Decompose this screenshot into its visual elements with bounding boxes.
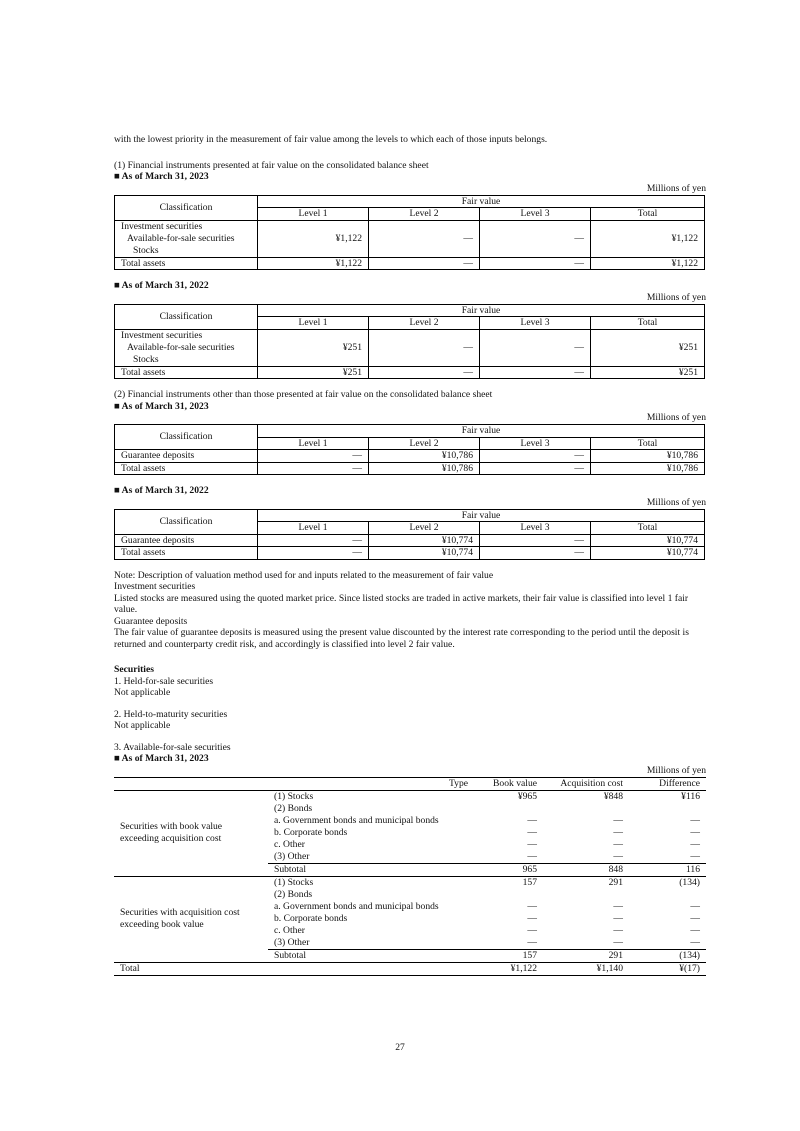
acquisition-cost-cell: —	[613, 912, 623, 924]
note-investment-title: Investment securities	[114, 581, 196, 592]
level2-value: ¥10,786	[369, 462, 480, 475]
difference-cell: —	[690, 900, 700, 912]
valuation-note	[114, 570, 706, 651]
type-cell: a. Government bonds and municipal bonds	[274, 900, 439, 912]
book-value-cell: —	[527, 814, 537, 826]
acquisition-cost-cell: —	[613, 936, 623, 948]
level1-value: ¥1,122	[258, 220, 369, 257]
book-value-cell	[478, 889, 543, 901]
level2-value: —	[369, 329, 480, 366]
fv-table-3-date: ■ As of March 31, 2023	[114, 400, 209, 412]
type-cell: c. Other	[274, 924, 305, 936]
acquisition-cost-cell	[543, 803, 629, 815]
book-value-cell: —	[527, 900, 537, 912]
type-cell: (1) Stocks	[274, 790, 314, 802]
level2-header: Level 2	[369, 522, 480, 535]
fv-table-4	[114, 509, 705, 560]
level1-value: ¥251	[258, 366, 369, 379]
level1-value: —	[258, 547, 369, 560]
total-value: ¥10,774	[591, 534, 705, 547]
level1-value: ¥251	[258, 329, 369, 366]
level2-header: Level 2	[369, 208, 480, 221]
type-cell: c. Other	[274, 838, 305, 850]
total-value: ¥251	[591, 329, 705, 366]
type-cell: b. Corporate bonds	[274, 912, 348, 924]
total-value: ¥1,122	[591, 257, 705, 270]
type-cell: (3) Other	[274, 850, 310, 862]
fv-table-1	[114, 195, 705, 271]
acquisition-cost-cell: —	[613, 924, 623, 936]
note-guarantee-text: The fair value of guarantee deposits is measured using the present value discounted by the interest rate corresponding to the period until the deposit is returned and counterparty credit risk, and accordingly is classified into level 2 fair value.	[114, 627, 689, 650]
classification-header: Classification	[115, 195, 258, 220]
level2-value: —	[369, 366, 480, 379]
total-header: Total	[591, 522, 705, 535]
note-guarantee-title: Guarantee deposits	[114, 615, 188, 627]
note-title: Note: Description of valuation method used for and inputs related to the measurement of fair value	[114, 569, 494, 581]
level3-value: —	[480, 462, 591, 475]
difference-cell: 116	[629, 863, 706, 876]
level3-value: —	[480, 450, 591, 463]
acquisition-cost-cell: —	[613, 814, 623, 826]
intro-text: with the lowest priority in the measurement of fair value among the levels to which each of those inputs belongs.	[114, 134, 548, 145]
difference-cell: (134)	[629, 949, 706, 962]
difference-cell: —	[690, 924, 700, 936]
level3-value: —	[480, 257, 591, 270]
units-label: Millions of yen	[646, 496, 706, 508]
section2-heading: (2) Financial instruments other than those presented at fair value on the consolidated balance sheet	[114, 389, 493, 400]
row-label: Investment securities Available-for-sale securities Stocks	[115, 220, 258, 257]
held-for-sale-value: Not applicable	[114, 687, 171, 698]
acquisition-cost-cell: ¥848	[603, 790, 623, 802]
level2-value: ¥10,774	[369, 547, 480, 560]
book-value-cell: ¥965	[517, 790, 537, 802]
level3-header: Level 3	[480, 522, 591, 535]
total-assets-label: Total assets	[115, 366, 258, 379]
acquisition-cost-cell: —	[613, 826, 623, 838]
held-to-maturity-heading: 2. Held-to-maturity securities	[114, 708, 228, 720]
fair-value-header: Fair value	[258, 195, 705, 208]
level2-value: ¥10,774	[369, 534, 480, 547]
units-label: Millions of yen	[646, 412, 706, 423]
book-value-cell: 157	[478, 949, 543, 962]
fv-table-4-date: ■ As of March 31, 2022	[114, 485, 209, 496]
table-row	[114, 876, 706, 889]
units-label: Millions of yen	[646, 764, 706, 776]
row-label: Guarantee deposits	[115, 450, 258, 463]
document-page	[114, 134, 706, 976]
type-cell: Subtotal	[268, 949, 478, 962]
level3-header: Level 3	[480, 317, 591, 330]
level2-header: Level 2	[369, 317, 480, 330]
securities-title: Securities	[114, 664, 154, 675]
row-label: Guarantee deposits	[115, 534, 258, 547]
level1-header: Level 1	[258, 522, 369, 535]
difference-cell: —	[690, 838, 700, 850]
units-label: Millions of yen	[646, 291, 706, 303]
difference-cell: —	[690, 814, 700, 826]
type-cell: (3) Other	[274, 936, 310, 948]
total-value: ¥251	[591, 366, 705, 379]
afs-heading: 3. Available-for-sale securities	[114, 741, 231, 753]
book-value-cell: —	[527, 924, 537, 936]
type-cell: (2) Bonds	[274, 888, 313, 900]
book-value-cell: —	[527, 850, 537, 862]
level1-header: Level 1	[258, 437, 369, 450]
type-header: Type	[268, 777, 478, 790]
level3-value: —	[480, 547, 591, 560]
level1-value: ¥1,122	[258, 257, 369, 270]
type-cell: a. Government bonds and municipal bonds	[274, 814, 439, 826]
total-value: ¥10,786	[591, 450, 705, 463]
level2-value: —	[369, 257, 480, 270]
level2-value: ¥10,786	[369, 450, 480, 463]
level3-header: Level 3	[480, 208, 591, 221]
acquisition-cost-cell	[543, 889, 629, 901]
level1-header: Level 1	[258, 208, 369, 221]
book-value-cell: ¥1,122	[478, 962, 543, 975]
section1-heading: (1) Financial instruments presented at fair value on the consolidated balance sheet	[114, 159, 429, 171]
total-value: ¥10,786	[591, 462, 705, 475]
total-header: Total	[591, 208, 705, 221]
book-value-cell: —	[527, 838, 537, 850]
level1-value: —	[258, 450, 369, 463]
book-value-header: Book value	[478, 777, 543, 790]
type-cell: (1) Stocks	[274, 876, 314, 888]
total-header: Total	[591, 437, 705, 450]
level1-value: —	[258, 534, 369, 547]
book-value-cell: 965	[478, 863, 543, 876]
acquisition-cost-cell: —	[613, 838, 623, 850]
fv-table-2-date: ■ As of March 31, 2022	[114, 280, 209, 291]
total-assets-label: Total assets	[115, 257, 258, 270]
difference-cell: —	[690, 826, 700, 838]
total-value: ¥10,774	[591, 547, 705, 560]
book-value-cell: —	[527, 826, 537, 838]
difference-cell: ¥116	[681, 790, 700, 802]
level3-header: Level 3	[480, 437, 591, 450]
acquisition-cost-cell: 848	[543, 863, 629, 876]
total-row	[114, 962, 706, 975]
level2-value: —	[369, 220, 480, 257]
book-value-cell: —	[527, 912, 537, 924]
difference-cell	[629, 889, 706, 901]
level3-value: —	[480, 220, 591, 257]
difference-cell: —	[690, 912, 700, 924]
units-label: Millions of yen	[646, 182, 706, 194]
book-value-cell: —	[527, 936, 537, 948]
total-label: Total	[114, 962, 478, 975]
level3-value: —	[480, 366, 591, 379]
page-number: 27	[395, 1042, 405, 1053]
book-value-cell	[478, 803, 543, 815]
classification-header: Classification	[115, 425, 258, 450]
group-label: Securities with acquisition cost exceeding book value	[114, 876, 268, 962]
afs-table	[114, 777, 706, 976]
note-investment-text: Listed stocks are measured using the quoted market price. Since listed stocks are traded in active markets, their fair value is classified into level 1 fair value.	[114, 592, 689, 615]
row-label: Investment securities Available-for-sale securities Stocks	[115, 329, 258, 366]
difference-cell: —	[690, 850, 700, 862]
fair-value-header: Fair value	[258, 509, 705, 522]
difference-header: Difference	[629, 777, 706, 790]
level3-value: —	[480, 329, 591, 366]
fv-table-1-date: ■ As of March 31, 2023	[114, 171, 209, 182]
difference-cell: ¥(17)	[629, 962, 706, 975]
acquisition-cost-header: Acquisition cost	[543, 777, 629, 790]
type-cell: Subtotal	[268, 863, 478, 876]
difference-cell: —	[690, 936, 700, 948]
total-assets-label: Total assets	[115, 462, 258, 475]
fair-value-header: Fair value	[258, 304, 705, 317]
type-cell: b. Corporate bonds	[274, 826, 348, 838]
fv-table-2	[114, 304, 705, 380]
acquisition-cost-cell: 291	[608, 876, 623, 888]
held-to-maturity-value: Not applicable	[114, 720, 171, 731]
level3-value: —	[480, 534, 591, 547]
difference-cell: (134)	[679, 876, 700, 888]
held-for-sale-heading: 1. Held-for-sale securities	[114, 675, 214, 687]
acquisition-cost-cell: —	[613, 900, 623, 912]
acquisition-cost-cell: ¥1,140	[543, 962, 629, 975]
book-value-cell: 157	[522, 876, 537, 888]
type-cell: (2) Bonds	[274, 802, 313, 814]
classification-header: Classification	[115, 509, 258, 534]
classification-header: Classification	[115, 304, 258, 329]
fair-value-header: Fair value	[258, 425, 705, 438]
level1-value: —	[258, 462, 369, 475]
level1-header: Level 1	[258, 317, 369, 330]
total-header: Total	[591, 317, 705, 330]
level2-header: Level 2	[369, 437, 480, 450]
table-row	[114, 790, 706, 803]
total-value: ¥1,122	[591, 220, 705, 257]
difference-cell	[629, 803, 706, 815]
total-assets-label: Total assets	[115, 547, 258, 560]
fv-table-3	[114, 424, 705, 475]
acquisition-cost-cell: —	[613, 850, 623, 862]
acquisition-cost-cell: 291	[543, 949, 629, 962]
group-label: Securities with book value exceeding acquisition cost	[114, 790, 268, 876]
afs-date: ■ As of March 31, 2023	[114, 753, 209, 764]
